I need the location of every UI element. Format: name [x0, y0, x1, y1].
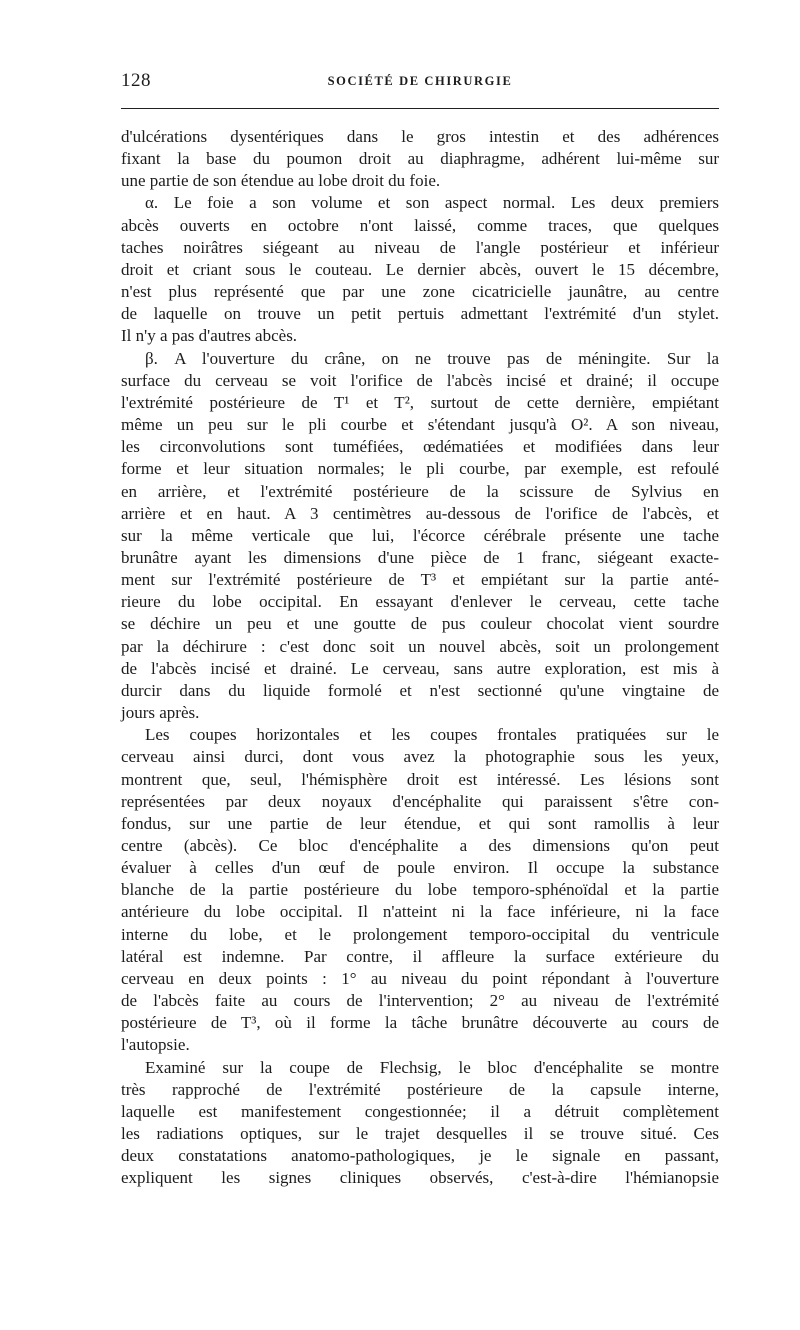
text-line: latéral est indemne. Par contre, il affleure la surface extérieure du: [121, 946, 719, 966]
text-line: cerveau en deux points : 1° au niveau du point répondant à l'ouverture: [121, 968, 719, 988]
text-line: deux constatations anatomo-pathologiques, je le signale en passant,: [121, 1146, 719, 1166]
text-line: l'extrémité postérieure de T¹ et T², surtout de cette dernière, empiétant: [121, 392, 719, 412]
text-line: très rapproché de l'extrémité postérieure de la capsule interne,: [121, 1079, 719, 1099]
text-line: même un peu sur le pli courbe et s'étendant jusqu'à O². A son niveau,: [121, 415, 719, 435]
text-line: l'autopsie.: [121, 1035, 190, 1055]
text-line: taches noirâtres siégeant au niveau de l'angle postérieur et inférieur: [121, 237, 719, 257]
text-line: une partie de son étendue au lobe droit du foie.: [121, 171, 441, 191]
text-line: Il n'y a pas d'autres abcès.: [121, 326, 298, 346]
text-line: arrière et en haut. A 3 centimètres au-dessous de l'orifice de l'abcès, et: [121, 503, 719, 523]
text-line: les radiations optiques, sur le trajet desquelles il se trouve situé. Ces: [121, 1124, 719, 1144]
body-text: [121, 126, 719, 1190]
text-line: de l'abcès faite au cours de l'intervention; 2° au niveau de l'extrémité: [121, 991, 719, 1011]
text-line: de laquelle on trouve un petit pertuis admettant l'extrémité d'un stylet.: [121, 304, 719, 324]
text-line: Les coupes horizontales et les coupes frontales pratiquées sur le: [145, 725, 719, 745]
text-line: α. Le foie a son volume et son aspect normal. Les deux premiers: [145, 193, 719, 213]
text-line: surface du cerveau se voit l'orifice de l'abcès incisé et drainé; il occupe: [121, 370, 719, 390]
text-line: droit et criant sous le couteau. Le dernier abcès, ouvert le 15 décembre,: [121, 259, 719, 279]
text-line: expliquent les signes cliniques observés, c'est-à-dire l'hémianopsie: [121, 1168, 719, 1188]
text-line: évaluer à celles d'un œuf de poule environ. Il occupe la substance: [121, 858, 719, 878]
text-line: les circonvolutions sont tuméfiées, œdématiées et modifiées dans leur: [121, 437, 719, 457]
text-line: de l'abcès incisé et drainé. Le cerveau, sans autre exploration, est mis à: [121, 658, 719, 678]
text-line: par la déchirure : c'est donc soit un nouvel abcès, soit un prolongement: [121, 636, 719, 656]
text-line: rieure du lobe occipital. En essayant d'enlever le cerveau, cette tache: [121, 592, 719, 612]
text-line: fondus, sur une partie de leur étendue, et qui sont ramollis à leur: [121, 813, 719, 833]
text-line: montrent que, seul, l'hémisphère droit est intéressé. Les lésions sont: [121, 769, 719, 789]
text-line: brunâtre ayant les dimensions d'une pièce de 1 franc, siégeant exacte-: [121, 547, 719, 567]
text-line: antérieure du lobe occipital. Il n'atteint ni la face inférieure, ni la face: [121, 902, 719, 922]
text-line: ment sur l'extrémité postérieure de T³ et empiétant sur la partie anté-: [121, 570, 719, 590]
text-line: interne du lobe, et le prolongement temporo-occipital du ventricule: [121, 924, 719, 944]
page-header: [121, 70, 719, 92]
text-line: représentées par deux noyaux d'encéphalite qui paraissent s'être con-: [121, 791, 719, 811]
text-line: se déchire un peu et une goutte de pus couleur chocolat vient sourdre: [121, 614, 719, 634]
text-line: en arrière, et l'extrémité postérieure de la scissure de Sylvius en: [121, 481, 719, 501]
text-line: centre (abcès). Ce bloc d'encéphalite a des dimensions qu'on peut: [121, 836, 719, 855]
running-title: SOCIÉTÉ DE CHIRURGIE: [327, 74, 513, 88]
text-line: abcès ouverts en octobre n'ont laissé, comme traces, que quelques: [121, 215, 719, 235]
text-line: fixant la base du poumon droit au diaphragme, adhérent lui-même sur: [121, 149, 719, 169]
text-line: cerveau ainsi durci, dont vous avez la photographie sous les yeux,: [121, 747, 719, 767]
text-line: β. A l'ouverture du crâne, on ne trouve pas de méningite. Sur la: [145, 348, 719, 368]
text-line: forme et leur situation normales; le pli courbe, par exemple, est refoulé: [121, 459, 719, 479]
text-line: blanche de la partie postérieure du lobe temporo-sphénoïdal et la partie: [121, 880, 719, 900]
text-line: postérieure de T³, où il forme la tâche brunâtre découverte au cours de: [121, 1013, 719, 1033]
header-rule: [121, 108, 719, 109]
text-line: Examiné sur la coupe de Flechsig, le bloc d'encéphalite se montre: [145, 1057, 719, 1077]
page-number: 128: [121, 70, 151, 91]
text-line: d'ulcérations dysentériques dans le gros intestin et des adhérences: [121, 127, 719, 146]
text-line: sur la même verticale que lui, l'écorce cérébrale présente une tache: [121, 525, 719, 545]
text-line: laquelle est manifestement congestionnée; il a détruit complètement: [121, 1101, 719, 1121]
text-line: n'est plus représenté que par une zone cicatricielle jaunâtre, au centre: [121, 282, 719, 302]
text-line: jours après.: [121, 703, 200, 723]
text-line: durcir dans du liquide formolé et n'est sectionné qu'une vingtaine de: [121, 680, 719, 700]
